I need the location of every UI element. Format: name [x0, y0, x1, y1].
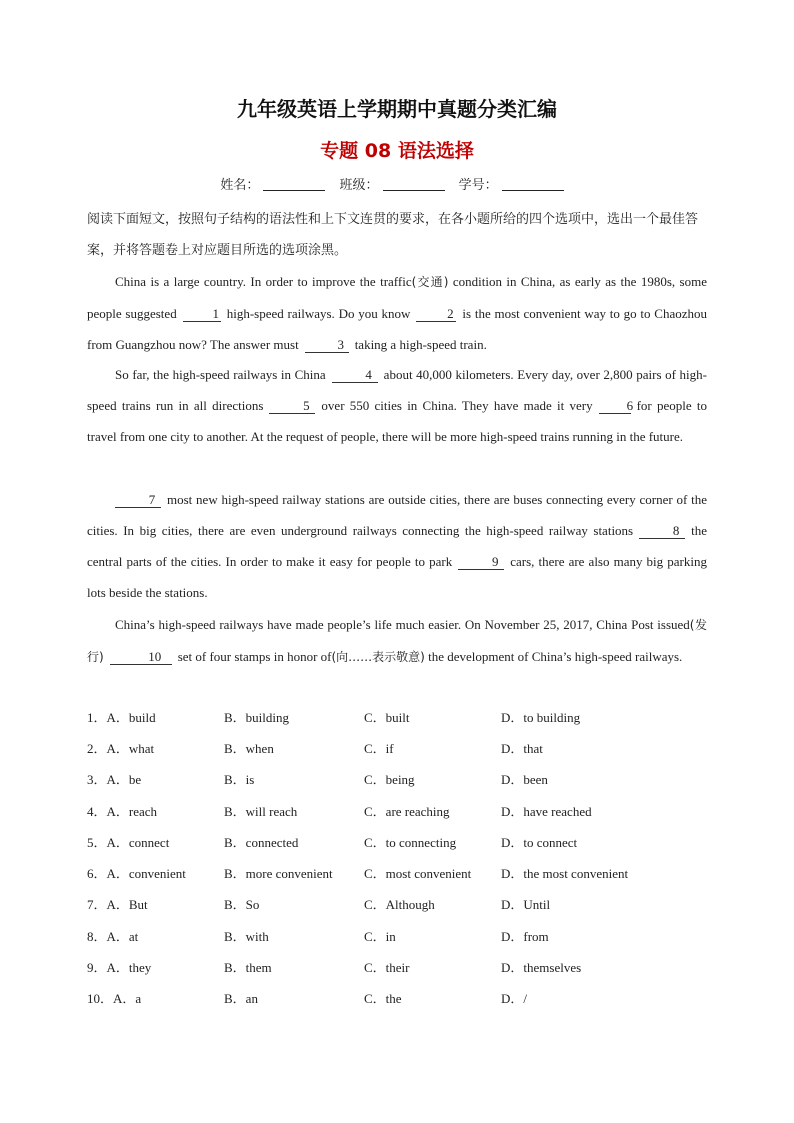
passage-paragraph-4	[87, 609, 707, 673]
blank-9[interactable]: 9	[458, 555, 504, 570]
p1-text-e: taking a high-speed train.	[354, 337, 487, 352]
blank-2[interactable]: 2	[416, 307, 456, 322]
p1-text-a: China is a large country. In order to improve the traffic	[115, 274, 412, 289]
option-b[interactable]: B．will reach	[224, 804, 298, 819]
instructions: 阅读下面短文，按照句子结构的语法性和上下文连贯的要求，在各小题所给的四个选项中，选出一个最佳答案，并将答题卷上对应题目所选的选项涂黑。	[87, 212, 699, 258]
p4-text-a: China’s high-speed railways have made people’s life much easier. On November 25, 2017, China Post issued	[115, 617, 690, 632]
passage-paragraph-1	[87, 266, 707, 360]
option-c[interactable]: C．Although	[364, 897, 435, 912]
option-c[interactable]: C．built	[364, 710, 410, 725]
blank-3[interactable]: 3	[305, 338, 349, 353]
student-info-line	[0, 174, 794, 193]
option-d[interactable]: D．to building	[501, 710, 581, 725]
passage-paragraph-2	[87, 359, 707, 452]
option-a[interactable]: 7．A．But	[87, 897, 148, 912]
option-d[interactable]: D．have reached	[501, 804, 592, 819]
question-row	[87, 707, 707, 727]
option-a[interactable]: 10．A．a	[87, 991, 142, 1006]
name-label: 姓名：	[220, 178, 260, 193]
class-blank[interactable]	[383, 178, 445, 191]
p4-text-cn-b: (向……表示敬意)	[331, 650, 425, 664]
option-a[interactable]: 2．A．what	[87, 741, 155, 756]
option-b[interactable]: B．when	[224, 741, 274, 756]
question-row	[87, 738, 707, 758]
question-row	[87, 769, 707, 789]
name-blank[interactable]	[263, 178, 325, 191]
number-label: 学号：	[458, 178, 498, 193]
option-a[interactable]: 1．A．build	[87, 710, 156, 725]
blank-5[interactable]: 5	[269, 399, 315, 414]
option-a[interactable]: 6．A．convenient	[87, 866, 186, 881]
option-d[interactable]: D．from	[501, 929, 549, 944]
page-title: 九年级英语上学期期中真题分类汇编	[237, 97, 557, 121]
blank-8[interactable]: 8	[639, 524, 685, 539]
option-a[interactable]: 8．A．at	[87, 929, 139, 944]
p3-text-b: the central parts of the cities. In order to make it easy for people to park	[87, 523, 707, 569]
class-label: 班级：	[339, 178, 379, 193]
option-c[interactable]: C．most convenient	[364, 866, 472, 881]
p2-text-c: over 550 cities in China. They have made it very	[321, 398, 593, 413]
option-b[interactable]: B．is	[224, 772, 255, 787]
option-a[interactable]: 5．A．connect	[87, 835, 170, 850]
blank-6[interactable]: 6	[599, 399, 631, 414]
option-c[interactable]: C．to connecting	[364, 835, 457, 850]
blank-4[interactable]: 4	[332, 368, 378, 383]
p1-text-d: is the most convenient way to go to Chaozhou from Guangzhou now? The answer must	[87, 306, 708, 352]
p4-text-b: set of four stamps in honor of	[177, 649, 332, 664]
option-d[interactable]: D．to connect	[501, 835, 578, 850]
question-row	[87, 801, 707, 821]
option-d[interactable]: D．been	[501, 772, 548, 787]
option-d[interactable]: D．Until	[501, 897, 551, 912]
p1-text-b: condition in China, as early as the 1980s, some people suggested	[87, 274, 707, 321]
option-b[interactable]: B．connected	[224, 835, 299, 850]
p1-text-cn: (交通)	[411, 275, 449, 289]
question-row	[87, 988, 707, 1008]
option-a[interactable]: 9．A．they	[87, 960, 152, 975]
p3-text-c: cars, there are also many big parking lots beside the stations.	[87, 554, 707, 600]
option-c[interactable]: C．their	[364, 960, 410, 975]
question-row	[87, 957, 707, 977]
p4-text-c: the development of China’s high-speed railways.	[424, 649, 683, 664]
option-b[interactable]: B．more convenient	[224, 866, 333, 881]
p3-text-a: most new high-speed railway stations are outside cities, there are buses connecting every corner of the cities. In big cities, there are even underground railways connecting the high-speed railway stations	[87, 492, 707, 538]
question-row	[87, 926, 707, 946]
option-c[interactable]: C．being	[364, 772, 415, 787]
option-d[interactable]: D．themselves	[501, 960, 582, 975]
blank-7[interactable]: 7	[115, 493, 161, 508]
p2-text-a: So far, the high-speed railways in China	[115, 367, 326, 382]
option-d[interactable]: D．the most convenient	[501, 866, 629, 881]
question-row	[87, 863, 707, 883]
option-a[interactable]: 3．A．be	[87, 772, 142, 787]
p4-text-cn-a: (发行)	[87, 618, 707, 664]
option-c[interactable]: C．are reaching	[364, 804, 450, 819]
option-b[interactable]: B．them	[224, 960, 272, 975]
question-row	[87, 832, 707, 852]
blank-10[interactable]: 10	[110, 650, 172, 665]
option-c[interactable]: C．in	[364, 929, 396, 944]
p2-text-d: for people to travel from one city to another. At the request of people, there will be more high-speed trains running in the future.	[87, 398, 707, 444]
option-c[interactable]: C．if	[364, 741, 394, 756]
p1-text-c: high-speed railways. Do you know	[226, 306, 411, 321]
option-d[interactable]: D．/	[501, 991, 528, 1006]
option-b[interactable]: B．building	[224, 710, 290, 725]
option-b[interactable]: B．an	[224, 991, 258, 1006]
option-d[interactable]: D．that	[501, 741, 543, 756]
option-a[interactable]: 4．A．reach	[87, 804, 158, 819]
question-row	[87, 894, 707, 914]
blank-1[interactable]: 1	[183, 307, 221, 322]
option-c[interactable]: C．the	[364, 991, 402, 1006]
p2-text-b: about 40,000 kilometers. Every day, over 2,800 pairs of high-speed trains run in all directions	[87, 367, 707, 413]
option-b[interactable]: B．with	[224, 929, 269, 944]
passage-paragraph-3	[87, 484, 707, 608]
option-b[interactable]: B．So	[224, 897, 260, 912]
page-subtitle: 专题 08 语法选择	[320, 140, 474, 162]
number-blank[interactable]	[502, 178, 564, 191]
